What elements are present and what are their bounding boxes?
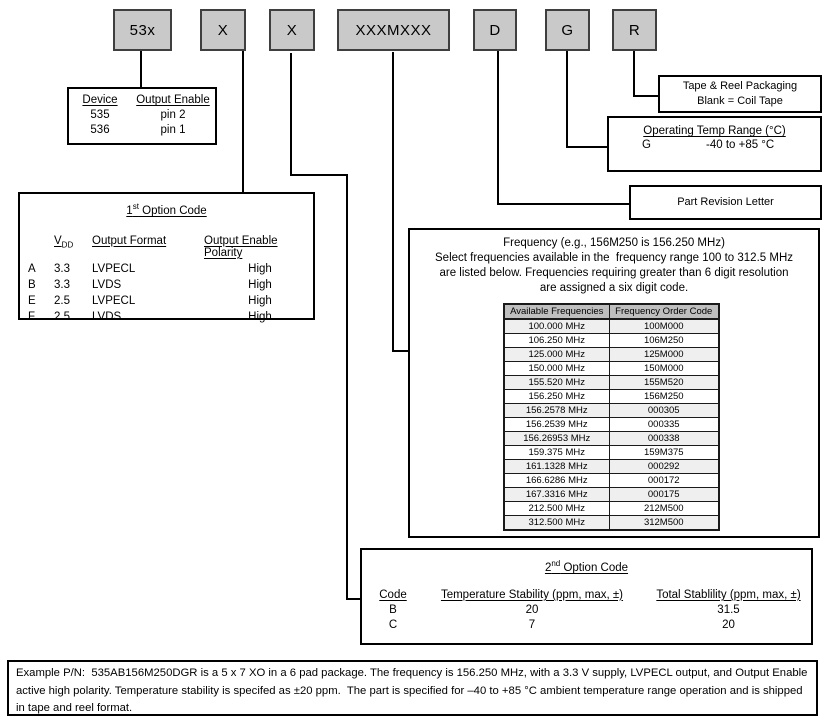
part-box-option1: X [200, 9, 246, 51]
frequency-table-header-row [504, 304, 719, 319]
output-format-header: Output Format [92, 234, 167, 247]
option2-temp-stability: 7 [528, 618, 536, 631]
connector-revision-v [497, 51, 499, 205]
code-cell: 159M375 [609, 446, 719, 460]
option2-title: 2nd Option Code [544, 559, 629, 574]
freq-cell: 100.000 MHz [504, 319, 609, 334]
connector-frequency-h [392, 350, 408, 352]
vdd-header: $V_{DD}$ [54, 234, 74, 250]
device-header: Device [82, 94, 118, 106]
revision-label: Part Revision Letter [677, 196, 774, 208]
option2-code: C [388, 618, 398, 631]
option1-vdd: 2.5 [54, 294, 70, 307]
table-row [504, 502, 719, 516]
freq-cell: 156.26953 MHz [504, 432, 609, 446]
part-box-device: 53x [113, 9, 172, 51]
temp-range-box [607, 116, 822, 172]
output-polarity-header: Output Enable Polarity [204, 234, 278, 259]
device-value: 536 [90, 124, 110, 136]
revision-box [629, 185, 822, 220]
table-row [504, 418, 719, 432]
connector-option2-v2 [346, 174, 348, 600]
option1-format: LVPECL [92, 294, 136, 307]
total-stability-header: Total Stablility (ppm, max, ±) [656, 588, 801, 601]
table-row [504, 334, 719, 348]
part-box-temp: G [545, 9, 590, 51]
connector-option1 [242, 51, 244, 192]
option2-code: B [389, 603, 397, 616]
part-box-packaging: R [612, 9, 657, 51]
freq-cell: 155.520 MHz [504, 376, 609, 390]
connector-revision-h [497, 203, 629, 205]
option1-vdd: 2.5 [54, 310, 70, 323]
code-cell: 125M000 [609, 348, 719, 362]
frequency-box [408, 228, 820, 538]
option2-total-stability: 31.5 [717, 603, 740, 616]
option1-format: LVDS [92, 310, 122, 323]
option1-code: A [28, 262, 36, 275]
option2-box [360, 548, 813, 645]
freq-cell: 212.500 MHz [504, 502, 609, 516]
device-value: 535 [90, 109, 110, 121]
table-row [504, 319, 719, 334]
connector-option2-h2 [346, 598, 360, 600]
code-cell: 100M000 [609, 319, 719, 334]
code-cell: 212M500 [609, 502, 719, 516]
option1-code: F [28, 310, 36, 323]
code-header: Code [379, 588, 407, 601]
temp-code: G [642, 139, 651, 151]
pin-value: pin 1 [160, 124, 186, 136]
connector-frequency-v [392, 52, 394, 352]
tape-reel-box [658, 75, 822, 113]
connector-option2-v1 [290, 53, 292, 176]
frequency-order-code-header: Frequency Order Code [609, 304, 719, 319]
freq-cell: 161.1328 MHz [504, 460, 609, 474]
code-cell: 000292 [609, 460, 719, 474]
table-row [504, 460, 719, 474]
freq-cell: 150.000 MHz [504, 362, 609, 376]
freq-cell: 166.6286 MHz [504, 474, 609, 488]
freq-cell: 167.3316 MHz [504, 488, 609, 502]
table-row [504, 390, 719, 404]
code-cell: 156M250 [609, 390, 719, 404]
option1-box [18, 192, 315, 323]
table-row [504, 376, 719, 390]
option2-total-stability: 20 [722, 618, 735, 631]
table-row [504, 362, 719, 376]
option1-polarity: High [248, 294, 272, 307]
freq-cell: 159.375 MHz [504, 446, 609, 460]
table-row [504, 348, 719, 362]
code-cell: 000305 [609, 404, 719, 418]
option1-vdd: 3.3 [54, 262, 70, 275]
table-row [504, 432, 719, 446]
frequency-table [503, 303, 720, 531]
freq-cell: 156.2578 MHz [504, 404, 609, 418]
option1-code: E [28, 294, 36, 307]
tape-reel-line1: Tape & Reel Packaging [682, 80, 798, 92]
option1-vdd: 3.3 [54, 278, 70, 291]
frequency-desc-line3: are listed below. Frequencies requiring greater than 6 digit resolution [439, 267, 789, 279]
part-box-frequency: XXXMXXX [337, 9, 450, 51]
table-row [504, 474, 719, 488]
part-box-revision: D [473, 9, 517, 51]
frequency-desc-line2: Select frequencies available in the frequency range 100 to 312.5 MHz [435, 252, 793, 264]
freq-cell: 125.000 MHz [504, 348, 609, 362]
connector-packaging-v [633, 51, 635, 97]
pin-value: pin 2 [160, 109, 186, 121]
connector-packaging-h [633, 95, 658, 97]
option1-code: B [28, 278, 36, 291]
freq-cell: 156.250 MHz [504, 390, 609, 404]
connector-temp-h [566, 146, 607, 148]
table-row [504, 516, 719, 531]
temp-stability-header: Temperature Stability (ppm, max, ±) [440, 588, 624, 601]
connector-device [140, 51, 142, 88]
code-cell: 000172 [609, 474, 719, 488]
code-cell: 000338 [609, 432, 719, 446]
code-cell: 155M520 [609, 376, 719, 390]
table-row [504, 446, 719, 460]
example-text: Example P/N: 535AB156M250DGR is a 5 x 7 XO in a 6 pad package. The frequency is 156.250 MHz, with a 3.3 V supply, LVPECL output, and Output Enable active high polarity. Temperature stability is specifed as ±20 ppm. The part is specified for –40 to +85 °C ambient temperature range operation and is shipped in tape and reel format. [16, 667, 811, 714]
freq-cell: 156.2539 MHz [504, 418, 609, 432]
part-box-option2: X [269, 9, 315, 51]
option1-format: LVPECL [92, 262, 136, 275]
connector-option2-h1 [290, 174, 348, 176]
option1-format: LVDS [92, 278, 122, 291]
example-box [7, 660, 818, 716]
option1-title: 1st Option Code [126, 202, 207, 217]
temp-range-value: -40 to +85 °C [706, 139, 775, 151]
available-frequencies-header: Available Frequencies [504, 304, 609, 319]
code-cell: 000335 [609, 418, 719, 432]
temp-range-title: Operating Temp Range (°C) [643, 125, 786, 137]
device-box [67, 87, 217, 145]
code-cell: 312M500 [609, 516, 719, 531]
freq-cell: 312.500 MHz [504, 516, 609, 531]
code-cell: 000175 [609, 488, 719, 502]
code-cell: 150M000 [609, 362, 719, 376]
option1-polarity: High [248, 310, 272, 323]
output-enable-header: Output Enable [136, 94, 210, 106]
table-row [504, 488, 719, 502]
code-cell: 106M250 [609, 334, 719, 348]
option1-polarity: High [248, 262, 272, 275]
option1-polarity: High [248, 278, 272, 291]
table-row [504, 404, 719, 418]
freq-cell: 106.250 MHz [504, 334, 609, 348]
option2-temp-stability: 20 [525, 603, 539, 616]
tape-reel-line2: Blank = Coil Tape [697, 95, 783, 107]
frequency-desc-line4: are assigned a six digit code. [539, 282, 689, 294]
connector-temp-v [566, 51, 568, 148]
frequency-title: Frequency (e.g., 156M250 is 156.250 MHz) [503, 237, 725, 249]
